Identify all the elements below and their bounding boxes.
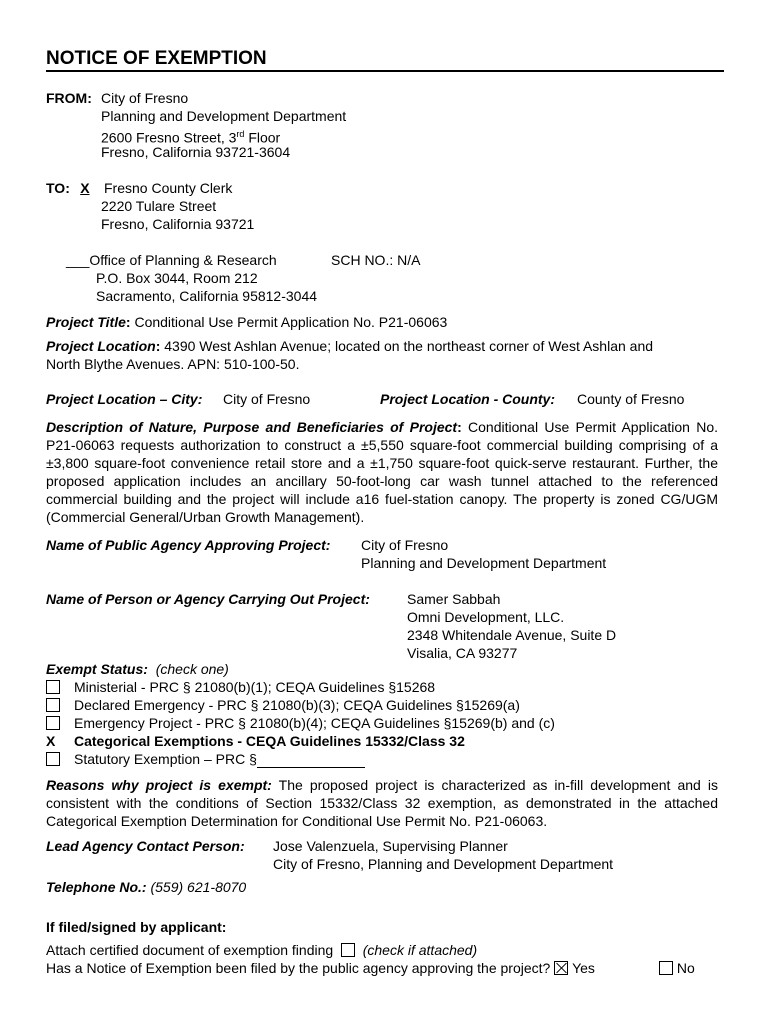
contact-line-1: Jose Valenzuela, Supervising Planner	[273, 838, 508, 854]
description-label: Description of Nature, Purpose and Beneficiaries of Project	[46, 419, 458, 435]
carrying-out-label: Name of Person or Agency Carrying Out Project:	[46, 591, 370, 607]
filed-question: Has a Notice of Exemption been filed by the public agency approving the project?	[46, 960, 551, 976]
exempt-option-declared-emergency: Declared Emergency - PRC § 21080(b)(3); CEQA Guidelines §15269(a)	[46, 696, 520, 714]
yes-label: Yes	[572, 960, 595, 976]
exempt-option-categorical: X Categorical Exemptions - CEQA Guidelines 15332/Class 32	[46, 733, 465, 749]
exempt-option-ministerial: Ministerial - PRC § 21080(b)(1); CEQA Guidelines §15268	[46, 678, 435, 696]
statutory-blank[interactable]	[257, 753, 365, 768]
attach-text: Attach certified document of exemption finding	[46, 942, 334, 958]
attach-hint: (check if attached)	[362, 942, 478, 958]
from-line-3: 2600 Fresno Street, 3rd Floor	[101, 129, 281, 146]
from-line-1: City of Fresno	[101, 90, 189, 106]
applicant-heading: If filed/signed by applicant:	[46, 919, 227, 935]
declared-emergency-checkbox[interactable]	[46, 698, 60, 712]
project-location-value: 4390 West Ashlan Avenue; located on the northeast corner of West Ashlan and	[160, 338, 654, 354]
location-city-value: City of Fresno	[223, 391, 311, 407]
to-label: TO: X	[46, 179, 100, 197]
no-label: No	[676, 960, 695, 976]
carrying-out-line-1: Samer Sabbah	[407, 591, 501, 607]
title-rule	[46, 48, 724, 72]
location-city-row	[46, 390, 202, 408]
no-option	[659, 959, 695, 977]
exempt-option-emergency-project: Emergency Project - PRC § 21080(b)(4); CEQA Guidelines §15269(b) and (c)	[46, 714, 555, 732]
yes-checkbox[interactable]	[554, 961, 568, 975]
approving-agency-line-1: City of Fresno	[361, 537, 449, 553]
description-paragraph: Description of Nature, Purpose and Beneficiaries of Project: Conditional Use Permit Application No. P21-06063 requests authorization to construct a ±5,550 square-foot commercial building comprising of a ±3,800 square-foot convenience retail store and a ±1,750 square-foot quick-serve restaurant. Further, the proposed application includes an ancillary 50-foot-long car wash tunnel attached to the referenced commercial building and the project will include a16 fuel-station canopy. The property is zoned CG/UGM (Commercial General/Urban Growth Management).	[46, 419, 719, 525]
project-title-row: Project Title: Conditional Use Permit Application No. P21-06063	[46, 314, 448, 330]
carrying-out-line-2: Omni Development, LLC.	[407, 609, 565, 625]
page-title: NOTICE OF EXEMPTION	[46, 48, 267, 69]
reasons-label: Reasons why project is exempt:	[46, 777, 272, 793]
from-label: FROM:	[46, 90, 92, 106]
to-line-1: Fresno County Clerk	[104, 180, 233, 196]
sch-number: SCH NO.: N/A	[331, 252, 421, 268]
exempt-status-hint: (check one)	[155, 661, 229, 677]
project-location-line-2: North Blythe Avenues. APN: 510-100-50.	[46, 356, 300, 372]
approving-agency-label: Name of Public Agency Approving Project:	[46, 537, 331, 553]
project-location-label: Project Location	[46, 338, 156, 354]
from-line-2: Planning and Development Department	[101, 108, 347, 124]
to-line-2: 2220 Tulare Street	[101, 198, 217, 214]
exempt-status-heading	[46, 660, 229, 678]
location-county-value: County of Fresno	[577, 391, 685, 407]
location-county-label: Project Location - County:	[380, 391, 555, 407]
contact-label: Lead Agency Contact Person:	[46, 838, 245, 854]
filed-row	[46, 959, 595, 977]
exempt-option-statutory: Statutory Exemption – PRC §	[46, 750, 365, 768]
location-city-label: Project Location – City:	[46, 391, 203, 407]
telephone-value: (559) 621-8070	[150, 879, 247, 895]
to-mark: X	[80, 180, 90, 196]
project-title-label: Project Title	[46, 314, 126, 330]
exempt-status-label: Exempt Status:	[46, 661, 148, 677]
project-location-row: Project Location: 4390 West Ashlan Avenue; located on the northeast corner of West Ashlan and	[46, 338, 654, 354]
opr-line-1: ___Office of Planning & Research	[66, 252, 277, 268]
telephone-label: Telephone No.:	[46, 879, 147, 895]
attach-row	[46, 941, 477, 959]
attach-checkbox[interactable]	[341, 943, 355, 957]
opr-mark: ___	[66, 252, 90, 268]
reasons-text: The proposed project is characterized as in-fill development and is consistent with the conditions of Section 15332/Class 32 exemption, as demonstrated in the attached Categorical Exemption Determination for Conditional Use Permit No. P21-06063.	[46, 777, 718, 829]
approving-agency-line-2: Planning and Development Department	[361, 555, 607, 571]
opr-line-2: P.O. Box 3044, Room 212	[96, 270, 258, 286]
project-title-value: Conditional Use Permit Application No. P21-06063	[130, 314, 448, 330]
contact-line-2: City of Fresno, Planning and Development Department	[273, 856, 614, 872]
to-line-3: Fresno, California 93721	[101, 216, 255, 232]
no-checkbox[interactable]	[659, 961, 673, 975]
reasons-paragraph	[46, 776, 718, 830]
from-line-4: Fresno, California 93721-3604	[101, 144, 291, 160]
ministerial-checkbox[interactable]	[46, 680, 60, 694]
categorical-mark[interactable]: X	[46, 733, 56, 749]
statutory-checkbox[interactable]	[46, 752, 60, 766]
carrying-out-line-3: 2348 Whitendale Avenue, Suite D	[407, 627, 617, 643]
opr-line-3: Sacramento, California 95812-3044	[96, 288, 318, 304]
description-text: Conditional Use Permit Application No. P21-06063 requests authorization to construct a ±5,550 square-foot commercial building comprising of a ±3,800 square-foot convenience retail store and a ±1,750 square-foot quick-serve restaurant. Further, the proposed application includes an ancillary 50-foot-long car wash tunnel attached to the referenced commercial building and the project will include a16 fuel-station canopy. The property is zoned CG/UGM (Commercial General/Urban Growth Management).	[46, 419, 719, 525]
emergency-project-checkbox[interactable]	[46, 716, 60, 730]
telephone-row	[46, 878, 246, 896]
carrying-out-line-4: Visalia, CA 93277	[407, 645, 518, 661]
